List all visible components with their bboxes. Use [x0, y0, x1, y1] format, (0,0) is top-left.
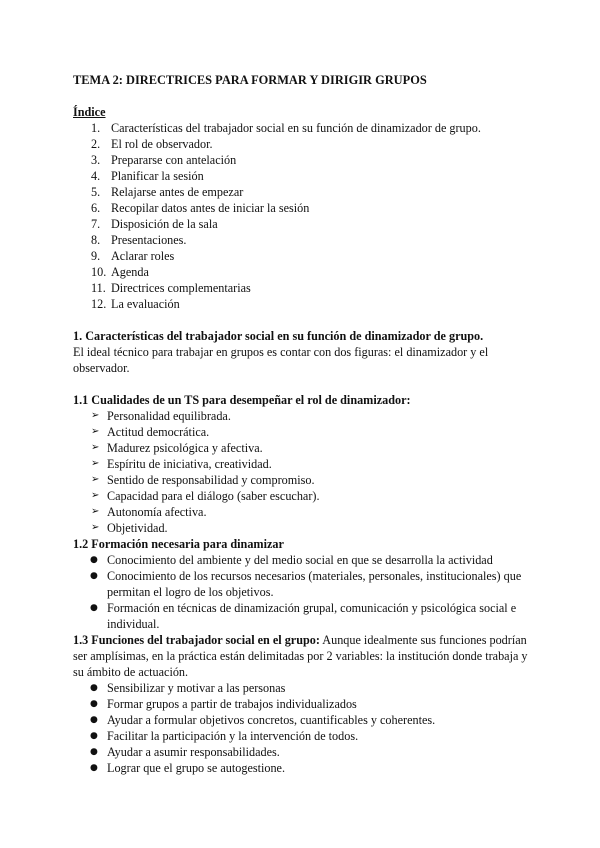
index-item	[91, 120, 540, 136]
section-1-paragraph: El ideal técnico para trabajar en grupos es contar con dos figuras: el dinamizador y el observador.	[73, 345, 489, 375]
index-item-number: 12.	[91, 297, 107, 311]
index-item-text: Presentaciones.	[111, 233, 187, 247]
quality-item-text: Autonomía afectiva.	[107, 505, 207, 519]
list-marker-icon: ➢	[91, 506, 100, 517]
list-marker-icon: ➢	[91, 442, 100, 453]
quality-item-text: Actitud democrática.	[107, 425, 210, 439]
quality-item-text: Capacidad para el diálogo (saber escuchar).	[107, 489, 320, 503]
index-item	[91, 184, 540, 200]
index-item-number: 6.	[91, 201, 101, 215]
index-item	[91, 168, 540, 184]
list-marker-icon: ➢	[91, 458, 100, 469]
quality-item	[91, 504, 540, 520]
index-item-number: 7.	[91, 217, 101, 231]
index-item	[91, 296, 540, 312]
training-item	[90, 552, 540, 568]
index-item-number: 4.	[91, 169, 101, 183]
function-item-text: Lograr que el grupo se autogestione.	[107, 761, 286, 775]
list-marker-icon: ●	[90, 763, 98, 773]
index-item-number: 2.	[91, 137, 101, 151]
function-item	[90, 712, 540, 728]
training-item-text: Conocimiento del ambiente y del medio social en que se desarrolla la actividad	[107, 553, 493, 567]
index-item-text: Recopilar datos antes de iniciar la sesión	[111, 201, 310, 215]
list-marker-icon: ●	[90, 747, 98, 757]
index-item-text: Directrices complementarias	[111, 281, 251, 295]
training-list	[73, 552, 540, 632]
quality-item-text: Sentido de responsabilidad y compromiso.	[107, 473, 315, 487]
section-1-2-heading: 1.2 Formación necesaria para dinamizar	[73, 537, 284, 551]
functions-list	[73, 680, 540, 776]
index-item	[91, 248, 540, 264]
index-item-text: Planificar la sesión	[111, 169, 204, 183]
qualities-list	[73, 408, 540, 536]
index-item-text: Agenda	[111, 265, 149, 279]
quality-item-text: Espíritu de iniciativa, creatividad.	[107, 457, 272, 471]
list-marker-icon: ●	[90, 555, 98, 565]
index-item-number: 3.	[91, 153, 101, 167]
function-item	[90, 760, 540, 776]
function-item-text: Facilitar la participación y la intervención de todos.	[107, 729, 359, 743]
index-item	[91, 264, 540, 280]
quality-item	[91, 456, 540, 472]
quality-item-text: Personalidad equilibrada.	[107, 409, 231, 423]
quality-item	[91, 408, 540, 424]
index-item	[91, 232, 540, 248]
index-item	[91, 280, 540, 296]
index-item-text: El rol de observador.	[111, 137, 213, 151]
training-item-text: Conocimiento de los recursos necesarios (materiales, personales, institucionales) que permitan el logro de los objetivos.	[107, 569, 522, 599]
index-item-number: 11.	[91, 281, 106, 295]
list-marker-icon: ➢	[91, 426, 100, 437]
index-item-number: 9.	[91, 249, 101, 263]
index-item-text: Relajarse antes de empezar	[111, 185, 244, 199]
section-1-1-heading: 1.1 Cualidades de un TS para desempeñar el rol de dinamizador:	[73, 393, 411, 407]
index-heading: Índice	[73, 105, 106, 119]
list-marker-icon: ➢	[91, 474, 100, 485]
index-item	[91, 152, 540, 168]
function-item-text: Ayudar a formular objetivos concretos, cuantificables y coherentes.	[107, 713, 436, 727]
index-item-number: 8.	[91, 233, 101, 247]
list-marker-icon: ➢	[91, 410, 100, 421]
section-1-3-heading-lead: 1.3 Funciones del trabajador social en el grupo:	[73, 633, 320, 647]
function-item-text: Sensibilizar y motivar a las personas	[107, 681, 286, 695]
function-item-text: Ayudar a asumir responsabilidades.	[107, 745, 280, 759]
index-item-text: Características del trabajador social en su función de dinamizador de grupo.	[111, 121, 481, 135]
index-item-number: 5.	[91, 185, 101, 199]
section-1-3-heading-text: Aunque idealmente sus funciones podrían ser amplísimas, en la práctica están delimitadas por 2 variables: la institución donde trabaja y su ámbito de actuación.	[73, 633, 528, 679]
list-marker-icon: ●	[90, 699, 98, 709]
list-marker-icon: ●	[90, 731, 98, 741]
index-item-number: 1.	[91, 121, 101, 135]
training-item	[90, 600, 540, 632]
index-item-text: Disposición de la sala	[111, 217, 218, 231]
list-marker-icon: ●	[90, 603, 98, 613]
function-item	[90, 744, 540, 760]
function-item-text: Formar grupos a partir de trabajos individualizados	[107, 697, 357, 711]
quality-item-text: Objetividad.	[107, 521, 168, 535]
index-list	[73, 120, 540, 312]
section-1-heading: 1. Características del trabajador social en su función de dinamizador de grupo.	[73, 329, 484, 343]
training-item	[90, 568, 540, 600]
index-item	[91, 136, 540, 152]
quality-item	[91, 440, 540, 456]
list-marker-icon: ●	[90, 683, 98, 693]
document-title: TEMA 2: DIRECTRICES PARA FORMAR Y DIRIGIR GRUPOS	[73, 73, 427, 87]
list-marker-icon: ●	[90, 571, 98, 581]
list-marker-icon: ●	[90, 715, 98, 725]
function-item	[90, 696, 540, 712]
list-marker-icon: ➢	[91, 522, 100, 533]
section-1-3-heading	[73, 632, 540, 680]
training-item-text: Formación en técnicas de dinamización grupal, comunicación y psicológica social e individual.	[107, 601, 517, 631]
index-item	[91, 200, 540, 216]
index-item-number: 10.	[91, 265, 107, 279]
quality-item	[91, 520, 540, 536]
index-item-text: La evaluación	[111, 297, 180, 311]
function-item	[90, 728, 540, 744]
list-marker-icon: ➢	[91, 490, 100, 501]
index-item	[91, 216, 540, 232]
quality-item	[91, 488, 540, 504]
quality-item-text: Madurez psicológica y afectiva.	[107, 441, 263, 455]
quality-item	[91, 472, 540, 488]
index-item-text: Prepararse con antelación	[111, 153, 237, 167]
index-item-text: Aclarar roles	[111, 249, 175, 263]
function-item	[90, 680, 540, 696]
quality-item	[91, 424, 540, 440]
